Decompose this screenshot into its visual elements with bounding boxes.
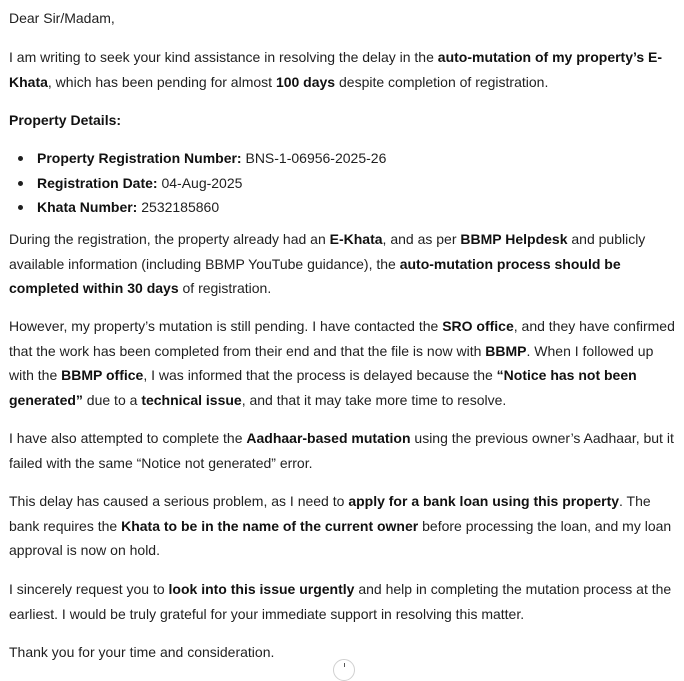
list-item: Property Registration Number: BNS-1-06956-2025-26 [9,146,386,171]
bullet-icon [18,181,23,186]
pending-status-paragraph: However, my property’s mutation is still pending. I have contacted the SRO office, and they have confirmed that the work has been completed from their end and that the file is now with BBMP. When I followed up with the BBMP office, I was informed that the process is delayed because the “Notice has not been generated” due to a technical issue, and that it may take more time to resolve. [9,318,675,408]
bullet-icon [18,156,23,161]
greeting: Dear Sir/Madam, [9,10,115,26]
closing-line: Thank you for your time and consideration. [9,644,275,660]
intro-paragraph: I am writing to seek your kind assistance in resolving the delay in the auto-mutation of my property’s E-Khata, which has been pending for almost 100 days despite completion of registration. [9,49,663,90]
property-details-list [9,146,386,220]
list-item: Khata Number: 2532185860 [9,195,386,220]
request-paragraph: I sincerely request you to look into this issue urgently and help in completing the mutation process at the earliest. I would be truly grateful for your immediate support in resolving this matter. [9,581,672,622]
list-item: Registration Date: 04-Aug-2025 [9,171,386,196]
bullet-icon [18,205,23,210]
loan-paragraph: This delay has caused a serious problem, as I need to apply for a bank loan using this property. The bank requires the Khata to be in the name of the current owner before processing the loan, and my loan approval is now on hold. [9,493,672,558]
registration-paragraph: During the registration, the property already had an E-Khata, and as per BBMP Helpdesk and publicly available information (including BBMP YouTube guidance), the auto-mutation process should be completed within 30 days of registration. [9,231,646,296]
scroll-down-icon[interactable] [333,659,355,681]
aadhaar-paragraph: I have also attempted to complete the Aadhaar-based mutation using the previous owner’s Aadhaar, but it failed with the same “Notice not generated” error. [9,430,674,471]
property-details-heading: Property Details: [9,112,122,128]
